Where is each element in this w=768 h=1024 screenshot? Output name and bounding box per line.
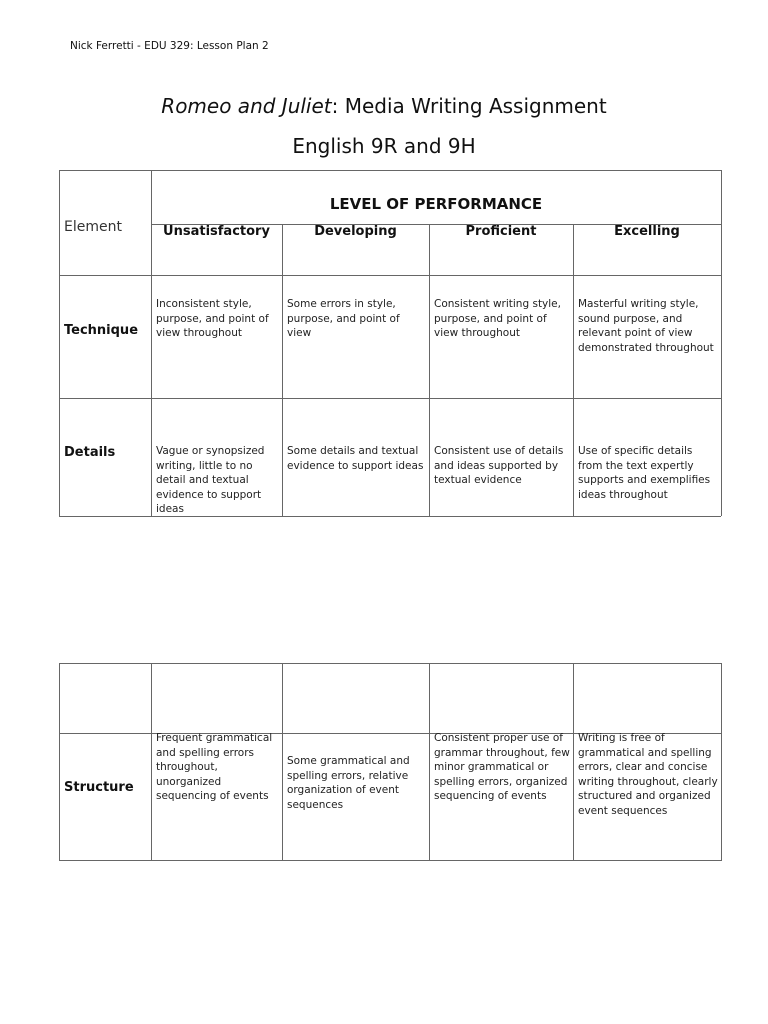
technique-developing: Some errors in style, purpose, and point of view [287, 298, 400, 339]
details-unsatisfactory: Vague or synopsized writing, little to no detail and textual evidence to support ideas [156, 445, 265, 515]
structure-excelling: Writing is free of grammatical and spelling errors, clear and concise writing throughout, clearly structured and organized event sequences [578, 732, 718, 817]
element-column-header: Element [64, 219, 122, 235]
structure-proficient: Consistent proper use of grammar throughout, few minor grammatical or spelling errors, organized sequencing of events [434, 732, 570, 802]
structure-developing: Some grammatical and spelling errors, relative organization of event sequences [287, 755, 410, 811]
title-rest: : Media Writing Assignment [331, 94, 607, 118]
row-technique-label: Technique [64, 323, 139, 338]
technique-unsatisfactory: Inconsistent style, purpose, and point of view throughout [156, 298, 269, 339]
technique-proficient: Consistent writing style, purpose, and point of view throughout [434, 298, 561, 339]
technique-excelling: Masterful writing style, sound purpose, and relevant point of view demonstrated throughout [578, 298, 714, 354]
details-developing: Some details and textual evidence to support ideas [287, 445, 424, 472]
row-structure-label: Structure [64, 780, 134, 795]
level-of-performance-heading: LEVEL OF PERFORMANCE [329, 195, 543, 213]
page-title [0, 94, 768, 118]
title-italic: Romeo and Juliet [161, 94, 332, 118]
row-details-label: Details [64, 445, 116, 460]
level-developing: Developing [314, 224, 397, 239]
details-proficient: Consistent use of details and ideas supported by textual evidence [434, 445, 564, 486]
details-excelling: Use of specific details from the text expertly supports and exemplifies ideas throughout [578, 445, 711, 501]
structure-unsatisfactory: Frequent grammatical and spelling errors throughout, unorganized sequencing of events [156, 732, 273, 802]
level-proficient: Proficient [465, 224, 537, 239]
level-unsatisfactory: Unsatisfactory [163, 224, 270, 239]
level-excelling: Excelling [614, 224, 680, 239]
page-subtitle: English 9R and 9H [292, 134, 476, 158]
author-line: Nick Ferretti - EDU 329: Lesson Plan 2 [70, 40, 269, 52]
